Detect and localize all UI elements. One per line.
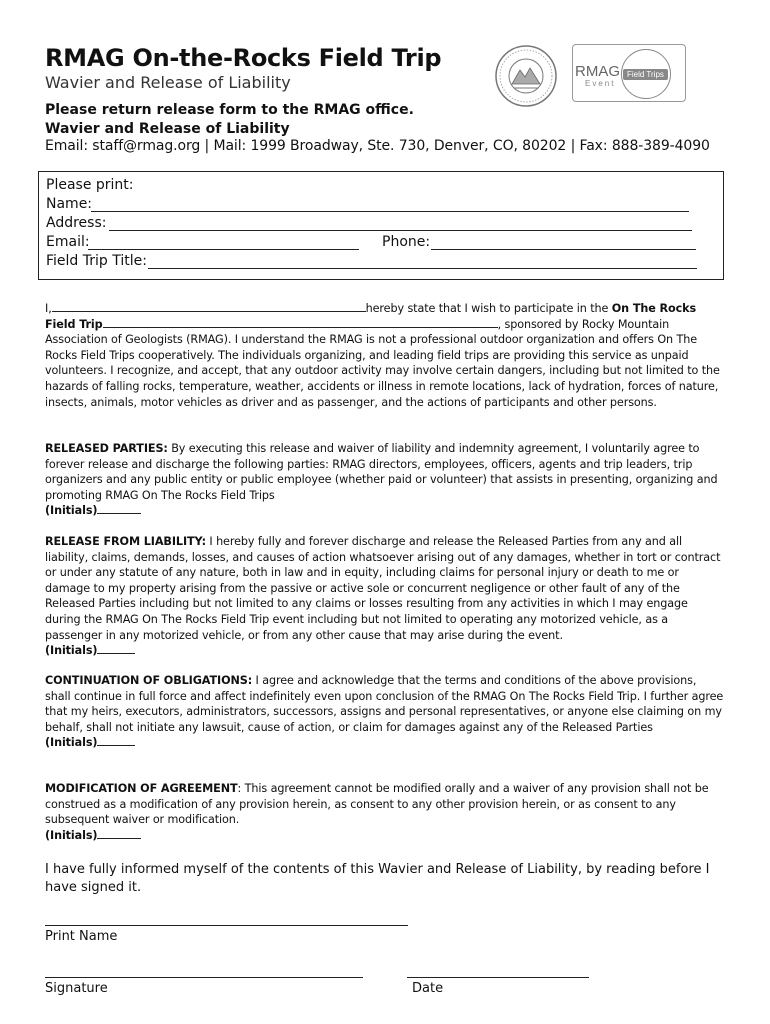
intro-field-trip-field[interactable] xyxy=(103,317,498,328)
continuation-initials-field[interactable] xyxy=(97,735,135,746)
form-name-heading: Wavier and Release of Liability xyxy=(45,121,290,137)
modification-section xyxy=(45,781,725,843)
form-subtitle: Wavier and Release of Liability xyxy=(45,73,291,92)
address-label: Address: xyxy=(46,215,107,231)
phone-label: Phone: xyxy=(382,234,431,250)
contact-info: Email: staff@rmag.org | Mail: 1999 Broadway, Ste. 730, Denver, CO, 80202 | Fax: 888-389-4090 xyxy=(45,138,710,154)
date-label: Date xyxy=(412,981,444,996)
signature-label: Signature xyxy=(45,981,108,996)
modification-initials-label: (Initials) xyxy=(45,828,98,842)
released-parties-initials-label: (Initials) xyxy=(45,504,98,518)
closing-statement: I have fully informed myself of the contents of this Wavier and Release of Liability, by reading before I have signed it. xyxy=(45,862,710,895)
logo-field-trips-badge: Field Trips xyxy=(623,69,668,80)
release-liability-heading: RELEASE FROM LIABILITY: xyxy=(45,535,206,548)
print-name-line[interactable] xyxy=(45,925,408,926)
please-print-heading: Please print: xyxy=(46,177,134,193)
release-liability-section xyxy=(45,534,725,659)
released-parties-initials-field[interactable] xyxy=(97,503,141,514)
participant-name-field[interactable] xyxy=(52,301,366,312)
date-line[interactable] xyxy=(407,977,589,978)
intro-field-trip-bold: Field Trip xyxy=(45,317,103,331)
logo-event-text: Event xyxy=(585,79,616,88)
return-instruction: Please return release form to the RMAG office. xyxy=(45,102,414,118)
release-liability-initials-field[interactable] xyxy=(97,643,135,654)
email-field[interactable] xyxy=(88,249,359,250)
address-field[interactable] xyxy=(109,230,692,231)
intro-event-bold: On The Rocks xyxy=(611,302,697,315)
print-name-label: Print Name xyxy=(45,929,118,944)
continuation-section xyxy=(45,673,725,751)
name-field[interactable] xyxy=(91,211,689,212)
rmag-seal-logo xyxy=(494,44,558,108)
field-trip-title-label: Field Trip Title: xyxy=(46,253,147,269)
released-parties-section xyxy=(45,441,725,519)
continuation-body: I agree and acknowledge that the terms and conditions of the above provisions, shall continue in full force and affect indefinitely even upon conclusion of the RMAG On The Rocks Field Trip. I further agree that my heirs, executors, administrators, successors, assigns and personal representatives, or anyone else claiming on my behalf, shall not initiate any lawsuit, cause of action, or claim for damages against any of the Released Parties xyxy=(45,674,724,734)
continuation-heading: CONTINUATION OF OBLIGATIONS: xyxy=(45,674,253,687)
field-trip-title-field[interactable] xyxy=(148,268,697,269)
released-parties-heading: RELEASED PARTIES: xyxy=(45,442,168,455)
rmag-field-trips-logo xyxy=(572,44,686,102)
name-label: Name: xyxy=(46,196,93,212)
intro-body: Association of Geologists (RMAG). I understand the RMAG is not a professional outdoor organization and offers On The Rocks Field Trips cooperatively. The individuals organizing, and leading field trips are providing this service as unpaid volunteers. I recognize, and accept, that any outdoor activity may involve certain dangers, including but not limited to the hazards of falling rocks, temperature, weather, accidents or illness in remote locations, lack of hydration, forces of nature, insects, animals, motor vehicles as driver and as passenger, and the actions of participants and other persons. xyxy=(45,333,720,409)
continuation-initials-label: (Initials) xyxy=(45,736,98,750)
signature-line[interactable] xyxy=(45,977,363,978)
intro-sponsor: , sponsored by Rocky Mountain xyxy=(497,317,670,331)
form-title: RMAG On-the-Rocks Field Trip xyxy=(45,44,442,72)
intro-paragraph xyxy=(45,301,725,410)
release-liability-initials-label: (Initials) xyxy=(45,644,98,658)
logo-rmag-text: RMAG xyxy=(575,63,620,80)
released-parties-body: By executing this release and waiver of liability and indemnity agreement, I voluntarily agree to forever release and discharge the following parties: RMAG directors, employees, officers, agents and trip leaders, trip organizers and any public entity or public employee (whether paid or volunteer) that assists in presenting, organizing and promoting RMAG On The Rocks Field Trips xyxy=(45,442,718,502)
phone-field[interactable] xyxy=(431,249,696,250)
modification-body: : This agreement cannot be modified orally and a waiver of any provision shall not be construed as a modification of any provision herein, as consent to any other provision herein, or as consent to any subsequent waiver or modification. xyxy=(45,782,709,827)
intro-i: I, xyxy=(45,302,52,315)
intro-state: hereby state that I wish to participate in the xyxy=(365,302,612,315)
modification-initials-field[interactable] xyxy=(97,828,141,839)
participant-info-box xyxy=(38,171,724,280)
email-label: Email: xyxy=(46,234,90,250)
modification-heading: MODIFICATION OF AGREEMENT xyxy=(45,782,238,795)
release-liability-body: I hereby fully and forever discharge and release the Released Parties from any and all liability, claims, demands, losses, and causes of action whatsoever arising out of any damages, whether in tort or contract or under any statute of any nature, both in law and in equity, including claims for personal injury or death to me or damage to my property arising from the passive or active sole or concurrent negligence or other fault of any of the Released Parties including but not limited to any claims or losses resulting from any activities in which I may engage during the RMAG On The Rocks Field Trip event including but not limited to operating any motorized vehicle, as a passenger in any motorized vehicle, or from any other cause that may arise during the event. xyxy=(45,535,721,642)
